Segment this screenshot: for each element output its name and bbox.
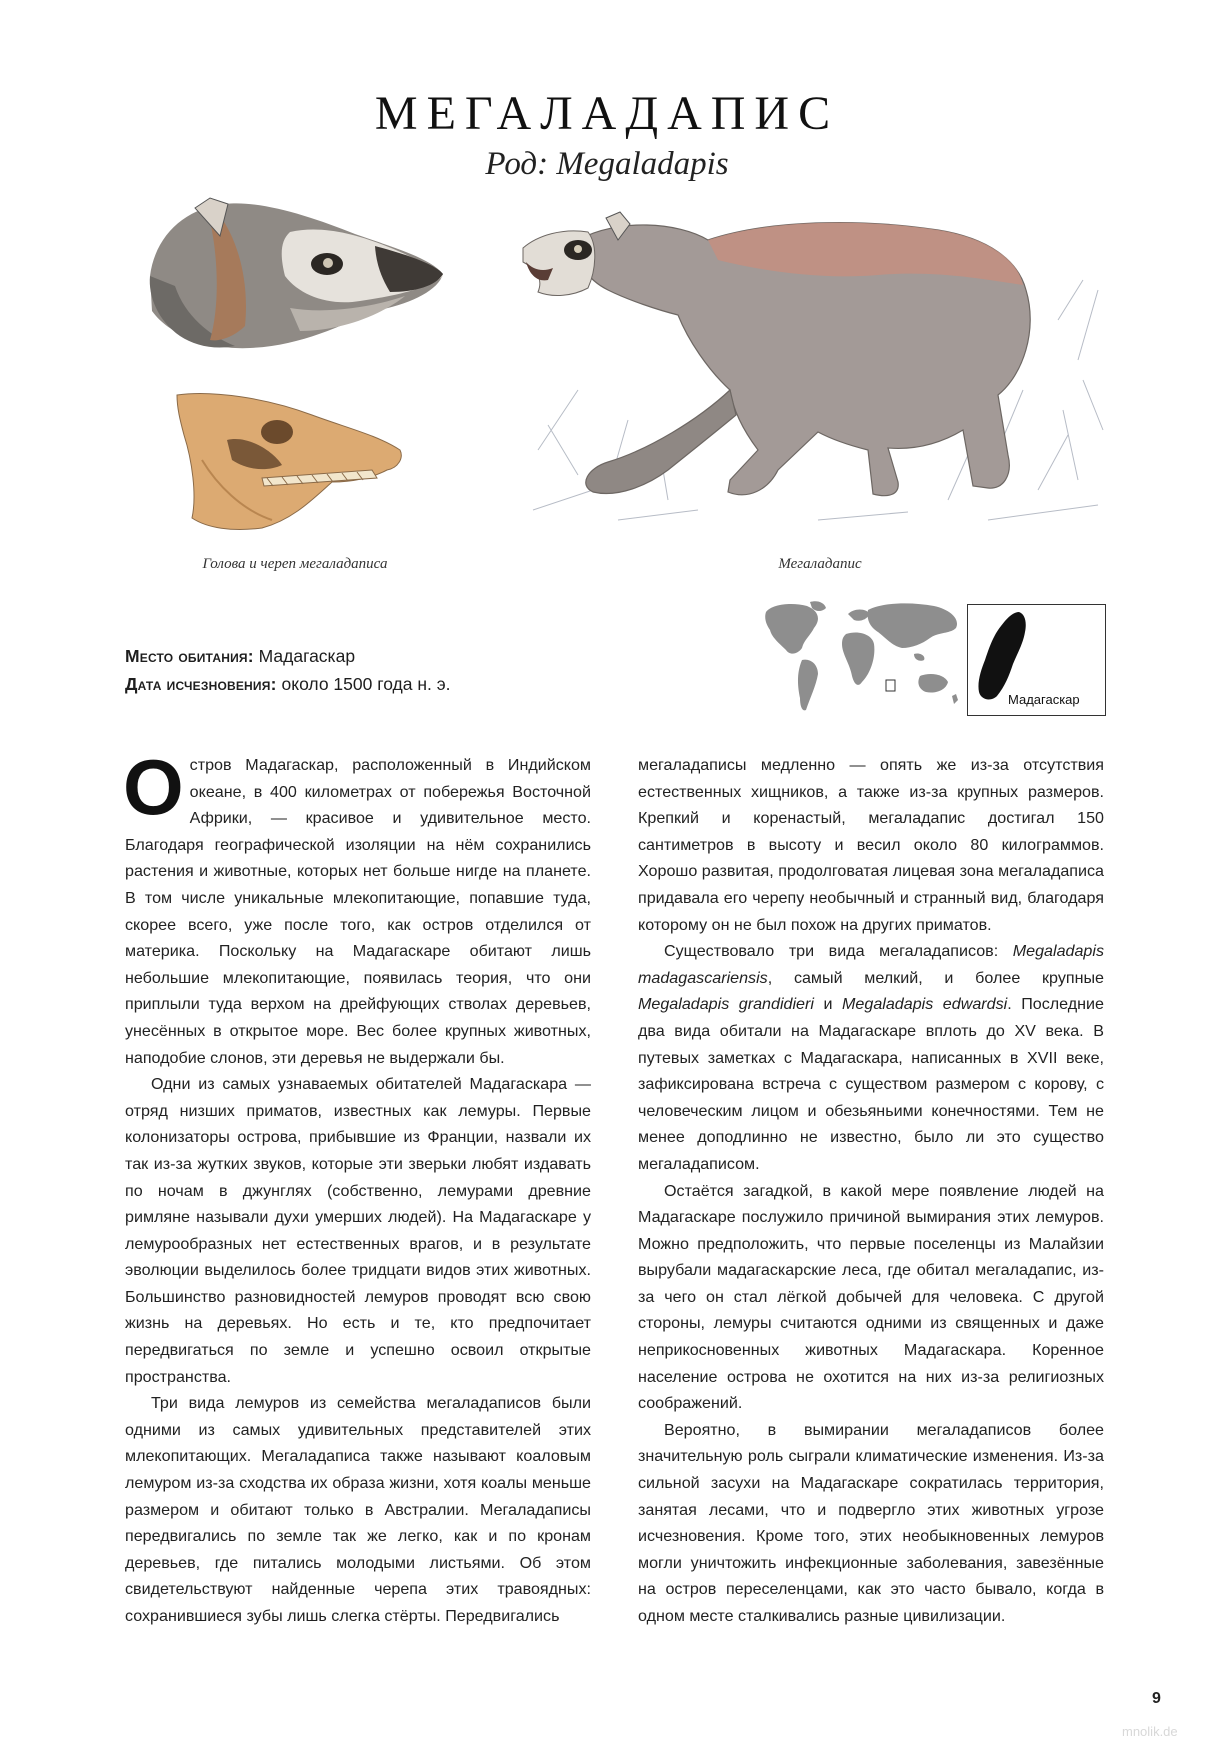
skull-illustration xyxy=(172,390,412,535)
paragraph-text: . Последние два вида обитали на Мадагаскаре вплоть до XV века. В путевых заметках с Мадагаскара, написанных в XVII веке, зафиксирована встреча с существом размером с корову, с человеческим лицом и обезьяньими конечностями. Тем не менее доподлинно не известно, было ли это существо мегаладаписом. xyxy=(638,995,1104,1173)
text-column-left xyxy=(123,743,591,1630)
paragraph: Вероятно, в вымирании мегаладаписов более значительную роль сыграли климатические изменения. Из-за сильной засухи на Мадагаскаре сократилась территория, занятая лесами, что и подвергло этих животных угрозе исчезновения. Кроме того, этих необыкновенных лемуров могли уничтожить инфекционные заболевания, завезённые на остров переселенцами, как это часто бывало, когда в одном месте сталкивались разные цивилизации. xyxy=(638,1420,1104,1625)
head-illustration xyxy=(140,196,450,361)
paragraph-text: и xyxy=(813,995,843,1014)
facts-block xyxy=(125,642,451,698)
page-number: 9 xyxy=(1152,1690,1161,1707)
paragraph: Одни из самых узнаваемых обитателей Мадагаскара — отряд низших приматов, известных как лемуры. Первые колонизаторы острова, прибывшие из Франции, назвали их так из-за жутких звуков, которые эти зверьки любят издавать по ночам в джунглях (собственно, лемурами древние римляне называли духи умерших людей). На Мадагаскаре у лемурообразных нет естественных врагов, и в результате эволюции выделилось более тридцати видов этих животных. Большинство разновидностей лемуров проводят всю свою жизнь на деревьях. Но есть и те, кто предпочитает передвигаться по земле и успешно освоил открытые пространства. xyxy=(125,1075,591,1386)
watermark: mnolik.de xyxy=(1122,1724,1178,1739)
extinction-row xyxy=(125,670,451,698)
text-column-right xyxy=(638,752,1104,1630)
drop-cap: О xyxy=(123,743,184,831)
paragraph-text: Существовало три вида мегаладаписов: xyxy=(664,942,1013,961)
species-name: Megaladapis grandidieri xyxy=(638,995,814,1014)
species-name: Megaladapis madagascariensis xyxy=(638,942,1104,987)
extinction-value: около 1500 года н. э. xyxy=(281,674,451,694)
world-map xyxy=(762,598,962,720)
habitat-label: Место обитания: xyxy=(125,646,254,666)
habitat-value: Мадагаскар xyxy=(258,646,356,666)
paragraph: Остаётся загадкой, в какой мере появление людей на Мадагаскаре послужило причиной вымирания этих лемуров. Можно предположить, что первые поселенцы из Малайзии вырубали мадагаскарские леса, где обитал мегаладапис, из-за чего он стал лёгкой добычей для человека. С другой стороны, лемуры считаются одними из священных и даже неприкосновенных животных Мадагаскара. Коренное население острова не охотится на них из-за религиозных соображений. xyxy=(638,1181,1104,1413)
paragraph xyxy=(638,938,1104,1177)
paragraph: Три вида лемуров из семейства мегаладаписов были одними из самых удивительных представителей этих млекопитающих. Мегаладаписа также называют коаловым лемуром из-за сходства их образа жизни, хотя коалы меньше размером и обитают только в Австралии. Мегаладаписы передвигались по земле так же легко, как и по кронам деревьев, где питались молодыми листьями. Об этом свидетельствуют найденные черепа этих травоядных: сохранившиеся зубы лишь слегка стёрты. Передвигались xyxy=(125,1394,591,1625)
species-name: Megaladapis edwardsi xyxy=(842,995,1008,1014)
paragraph xyxy=(123,743,591,1071)
paragraph-text: , самый мелкий, и более крупные xyxy=(767,968,1104,987)
caption-animal: Мегаладапис xyxy=(778,556,862,572)
genus-subtitle: Род: Megaladapis xyxy=(485,146,729,182)
extinction-label: Дата исчезновения: xyxy=(125,674,277,694)
caption-head-skull: Голова и череп мегаладаписа xyxy=(202,556,388,572)
megaladapis-illustration xyxy=(518,200,1128,545)
paragraph-text: стров Мадагаскар, расположенный в Индийском океане, в 400 километрах от побережья Восточной Африки, — красивое и удивительное место. Благодаря географической изоляции на нём сохранились растения и животные, которых нет больше нигде на планете. В том числе уникальные млекопитающие, попавшие туда, скорее всего, уже после того, как остров отделился от материка. Поскольку на Мадагаскаре обитают лишь небольшие млекопитающие, появилась теория, что они приплыли туда верхом на дрейфующих стволах деревьев, унесённых в открытое море. Вес более крупных животных, наподобие слонов, эти деревья не выдержали бы. xyxy=(125,756,591,1067)
paragraph: мегаладаписы медленно — опять же из-за отсутствия естественных хищников, а также из-за крупных размеров. Крепкий и коренастый, мегаладапис достигал 150 сантиметров в высоту и весил около 80 килограммов. Хорошо развитая, продолговатая лицевая зона мегаладаписа придавала его черепу необычный и странный вид, благодаря которому он не был похож на других приматов. xyxy=(638,756,1104,934)
madagascar-map-label: Мадагаскар xyxy=(1008,692,1080,707)
habitat-row xyxy=(125,642,451,670)
page-title: МЕГАЛАДАПИС xyxy=(374,87,840,140)
